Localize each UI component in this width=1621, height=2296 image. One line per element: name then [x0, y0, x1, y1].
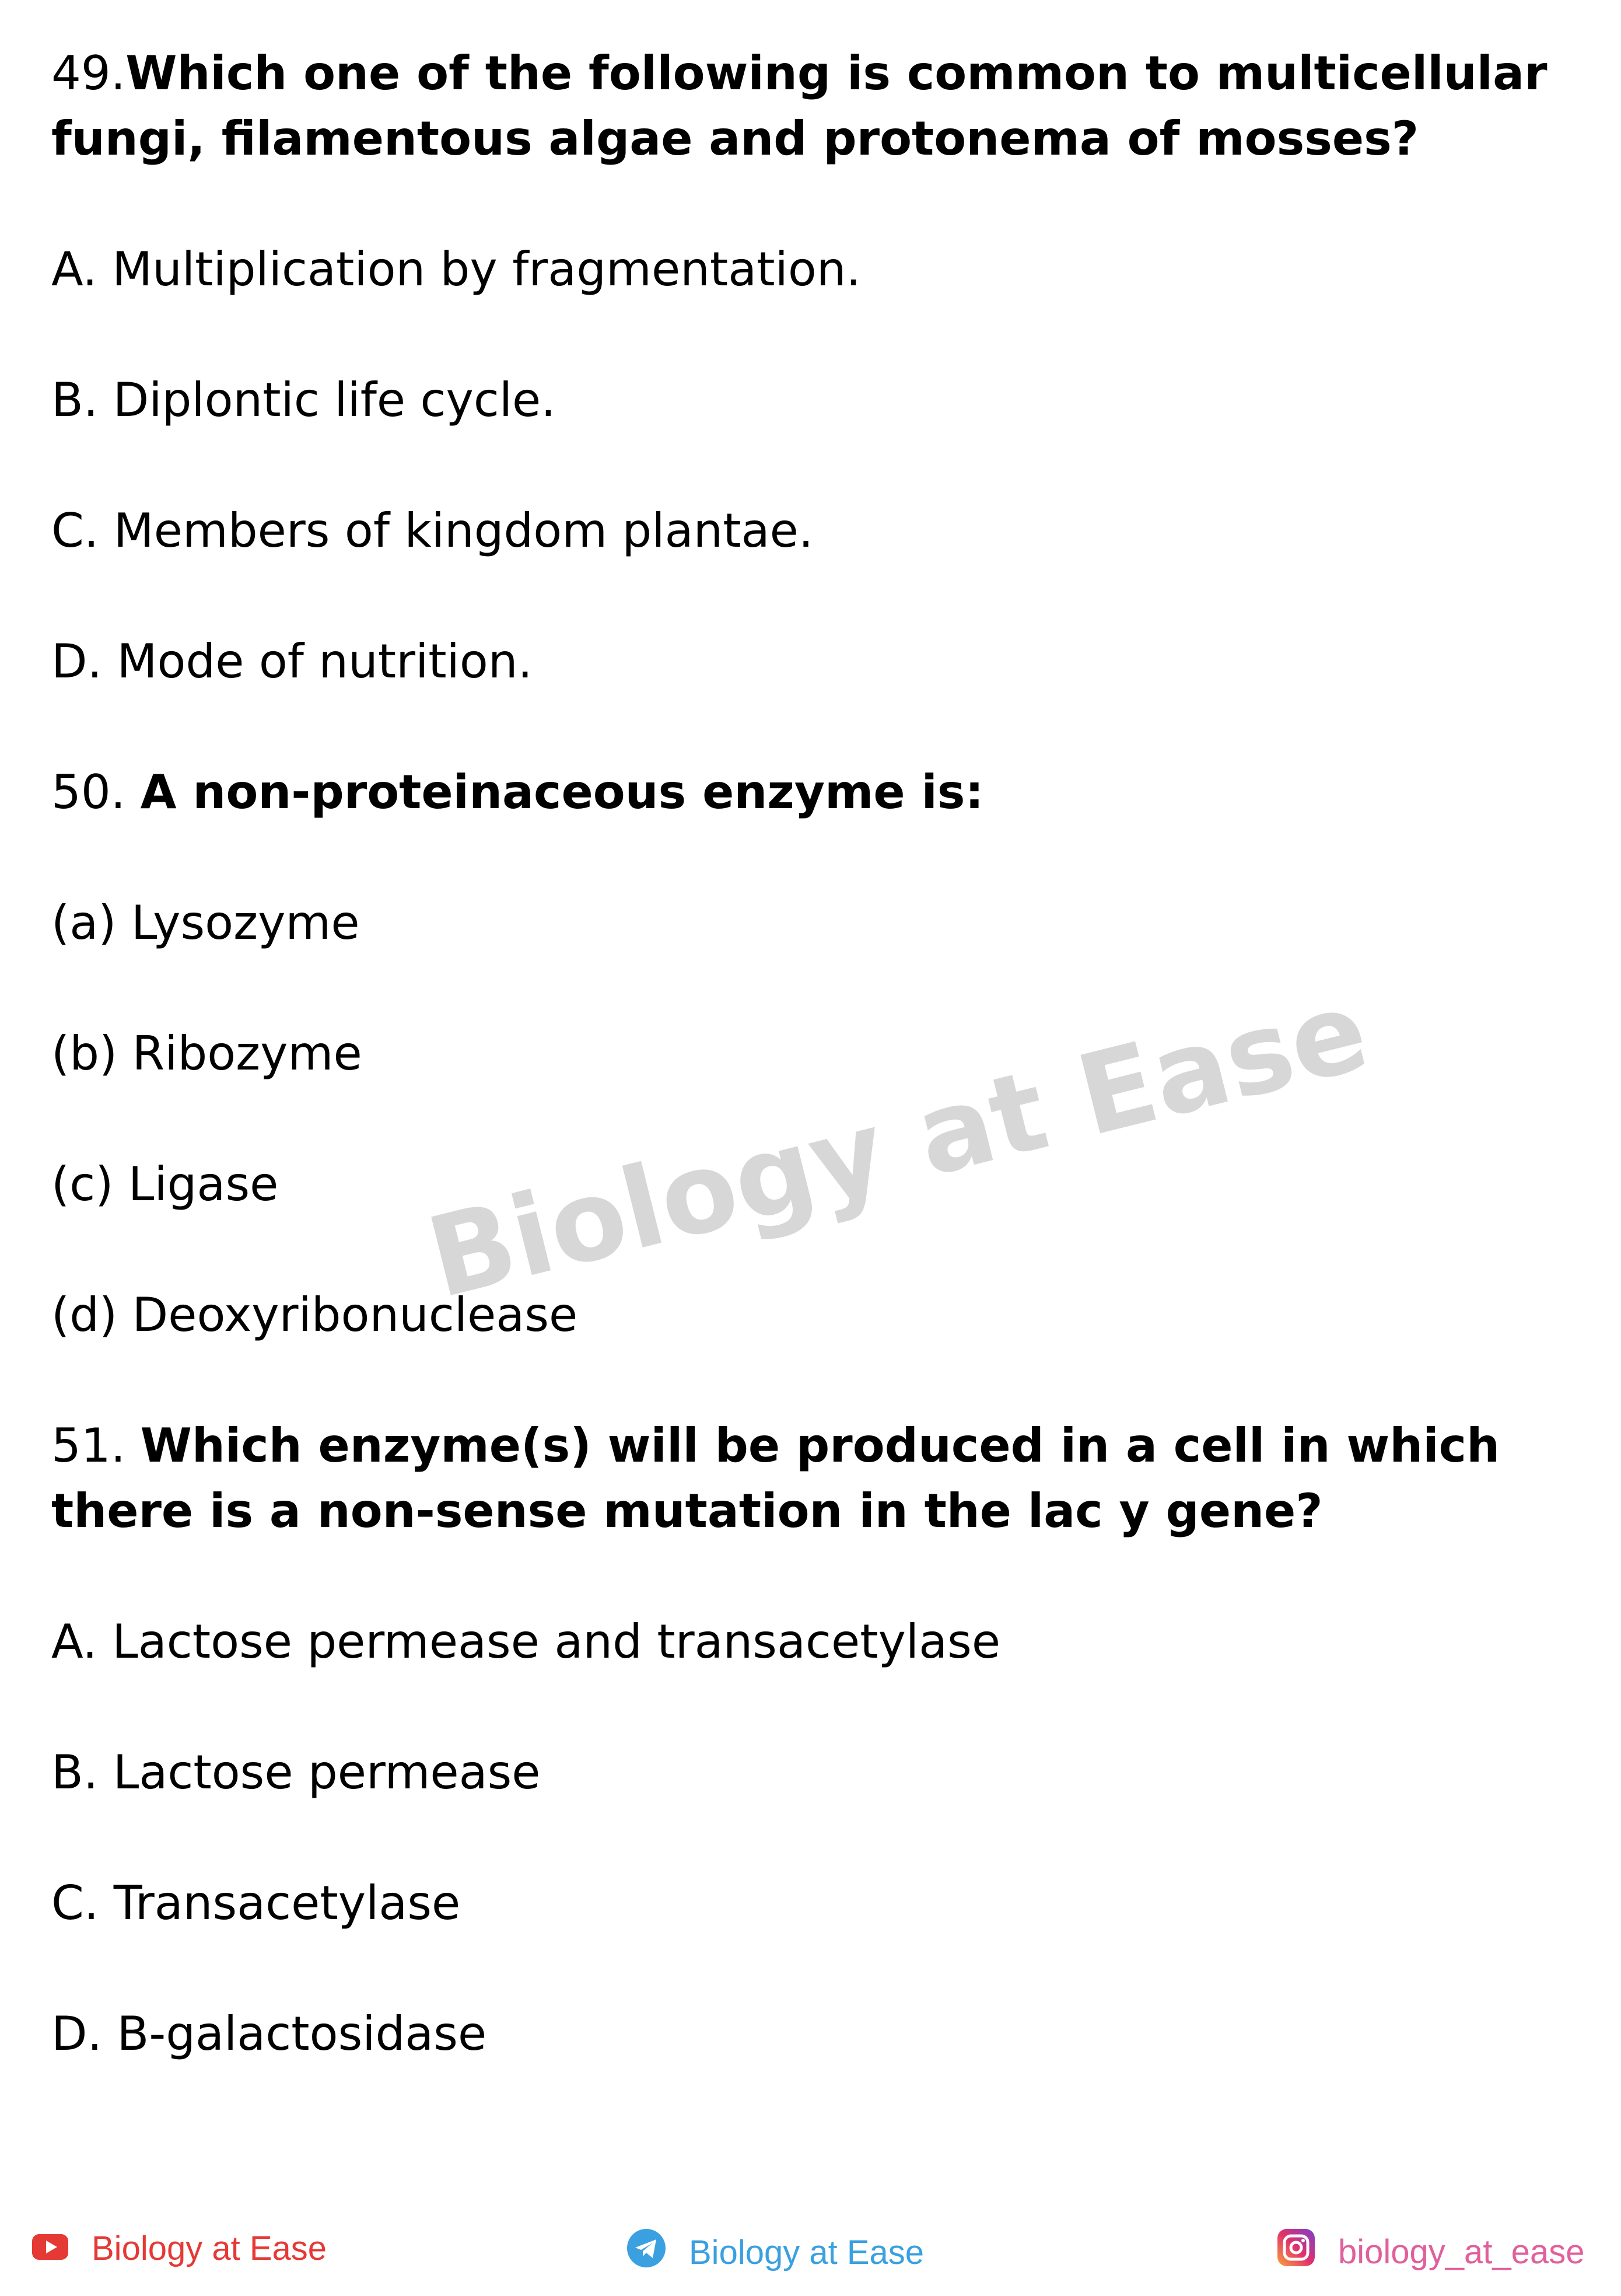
question-number: 50. [51, 765, 141, 819]
instagram-link[interactable] [1277, 2229, 1584, 2274]
telegram-icon [627, 2229, 666, 2276]
question-49 [51, 41, 1568, 172]
youtube-icon [32, 2229, 68, 2268]
option-a: A. Multiplication by fragmentation. [51, 242, 861, 296]
question-51 [51, 1413, 1568, 1544]
option-d: (d) Deoxyribonuclease [51, 1288, 578, 1342]
question-text: Which enzyme(s) will be produced in a cell in which there is a non-sense mutation in the lac y gene? [51, 1418, 1500, 1538]
option-b: B. Diplontic life cycle. [51, 373, 556, 427]
option-c: (c) Ligase [51, 1157, 279, 1211]
telegram-label: Biology at Ease [689, 2233, 925, 2271]
option-b: (b) Ribozyme [51, 1026, 362, 1081]
question-text: A non-proteinaceous enzyme is: [140, 765, 984, 819]
youtube-label: Biology at Ease [92, 2229, 327, 2267]
question-number: 49. [51, 46, 126, 100]
youtube-link[interactable] [32, 2229, 327, 2268]
question-sheet [51, 41, 1568, 2067]
instagram-label: biology_at_ease [1338, 2232, 1585, 2271]
instagram-icon [1277, 2229, 1315, 2274]
option-c: C. Members of kingdom plantae. [51, 504, 814, 558]
option-d: D. Mode of nutrition. [51, 634, 533, 689]
watermark: Biology at Ease [416, 965, 1380, 1323]
option-b: B. Lactose permease [51, 1745, 541, 1799]
question-number: 51. [51, 1418, 141, 1473]
option-c: C. Transacetylase [51, 1876, 461, 1930]
option-a: (a) Lysozyme [51, 896, 360, 950]
question-text: Which one of the following is common to multicellular fungi, filamentous algae and protonema of mosses? [51, 46, 1548, 166]
telegram-link[interactable] [627, 2229, 924, 2276]
question-50 [51, 760, 1568, 825]
option-a: A. Lactose permease and transacetylase [51, 1614, 1001, 1669]
option-d: D. B-galactosidase [51, 2007, 487, 2061]
footer [0, 2229, 1621, 2281]
